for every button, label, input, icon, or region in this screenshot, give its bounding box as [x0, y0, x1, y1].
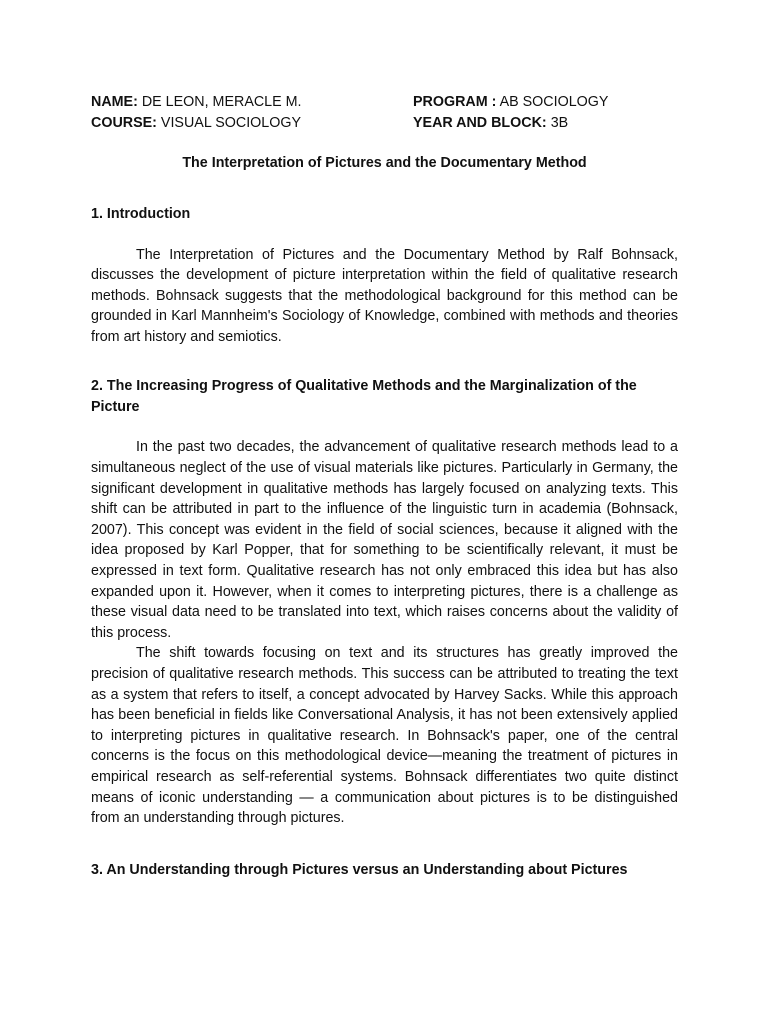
program-line [413, 92, 678, 113]
header-left [91, 92, 413, 133]
section-heading: 1. Introduction [91, 206, 191, 222]
year-block-label: YEAR AND BLOCK: [413, 114, 547, 131]
program-label: PROGRAM : [413, 94, 497, 110]
name-value: DE LEON, MERACLE M. [141, 94, 302, 110]
document-title: The Interpretation of Pictures and the Documentary Method [182, 155, 587, 171]
paragraph: The Interpretation of Pictures and the Documentary Method by Ralf Bohnsack, discusses the development of picture interpretation within the field of qualitative research methods. Bohnsack suggests that the methodological background for this method can be grounded in Karl Mannheim's Sociology of Knowledge, combined with methods and theories from art history and semiotics. [91, 246, 678, 345]
course-line [91, 113, 413, 134]
paragraph: The shift towards focusing on text and its structures has greatly improved the precision of qualitative research methods. This success can be attributed to treating the text as a system that refers to itself, a concept advocated by Harvey Sacks. While this approach has been beneficial in fields like Conversational Analysis, it has not been extensively applied to interpreting pictures in qualitative research. In Bohnsack's paper, one of the central concerns is the focus on this methodological device—meaning the treatment of pictures in empirical research as self-referential systems. Bohnsack differentiates two quite distinct means of iconic understanding — a communication about pictures is to be distinguished from an understanding through pictures. [91, 645, 678, 827]
year-block-line [413, 113, 678, 134]
program-value: AB SOCIOLOGY [499, 94, 609, 110]
header-right [413, 92, 678, 133]
name-line [91, 92, 413, 113]
section-heading: 3. An Understanding through Pictures versus an Understanding about Pictures [91, 861, 628, 878]
year-block-value: 3B [550, 114, 569, 131]
student-header [91, 92, 678, 133]
section-heading: 2. The Increasing Progress of Qualitative Methods and the Marginalization of the Picture [91, 378, 637, 415]
course-value: VISUAL SOCIOLOGY [160, 114, 302, 131]
name-label: NAME: [91, 94, 138, 110]
paragraph: In the past two decades, the advancement of qualitative research methods lead to a simultaneous neglect of the use of visual materials like pictures. Particularly in Germany, the significant development in qualitative methods has largely focused on analyzing texts. This shift can be attributed in part to the influence of the linguistic turn in academia (Bohnsack, 2007). This concept was evident in the field of social sciences, because it aligned with the idea proposed by Karl Popper, that for something to be scientifically relevant, it must be expressed in text form. Qualitative research has not only embraced this idea but has also expanded upon it. However, when it comes to interpreting pictures, there is a challenge as these visual data need to be translated into text, which raises concerns about the validity of this process. [91, 439, 678, 641]
course-label: COURSE: [91, 114, 157, 131]
